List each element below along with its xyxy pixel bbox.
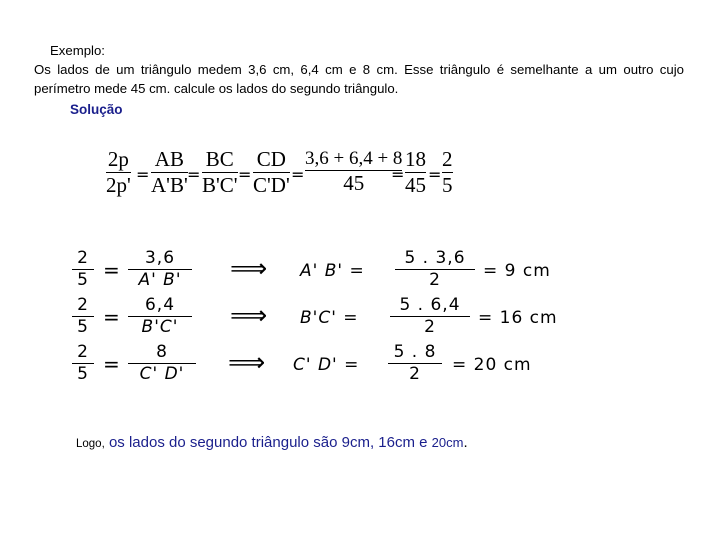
result-label-ab: A' B' =	[300, 261, 365, 281]
fraction-numerator: 5 . 8	[393, 342, 437, 362]
result-cd: = 20 cm	[452, 355, 532, 375]
fraction-numerator: 2p	[107, 147, 129, 171]
fraction-perimeter	[106, 149, 131, 196]
fraction-denominator: 2	[409, 364, 421, 384]
fraction-numerator: 5 . 3,6	[404, 248, 466, 268]
result-ab: = 9 cm	[483, 261, 551, 281]
fraction-numerator: 2	[77, 248, 89, 268]
side-fraction-cd	[128, 344, 196, 383]
implies-arrow: ⟹	[230, 254, 269, 284]
fraction-denominator: C'D'	[253, 173, 290, 197]
calc-fraction-bc	[390, 297, 470, 336]
fraction-denominator: 2	[424, 317, 436, 337]
fraction-cd	[253, 149, 290, 196]
equals-sign: =	[238, 165, 252, 184]
fraction-denominator: A'B'	[151, 173, 188, 197]
conclusion	[76, 434, 468, 451]
ratio-fraction	[72, 344, 94, 383]
conclusion-lead: Logo,	[76, 438, 105, 450]
fraction-2-5	[442, 149, 453, 196]
equals-sign: =	[103, 305, 121, 329]
fraction-denominator: 5	[77, 364, 89, 384]
fraction-numerator: 2	[77, 295, 89, 315]
calc-fraction-ab	[395, 250, 475, 289]
implies-arrow: ⟹	[228, 348, 267, 378]
fraction-numerator: 8	[156, 342, 168, 362]
fraction-denominator: 45	[405, 173, 426, 197]
solution-label: Solução	[70, 102, 123, 117]
conclusion-period: .	[463, 434, 468, 451]
problem-statement	[34, 41, 684, 98]
fraction-numerator: 2	[77, 342, 89, 362]
fraction-denominator: B'C'	[202, 173, 238, 197]
fraction-denominator: C' D'	[139, 364, 185, 384]
ratio-fraction	[72, 297, 94, 336]
ratio-fraction	[72, 250, 94, 289]
fraction-ab	[151, 149, 188, 196]
fraction-numerator: AB	[154, 147, 184, 171]
example-heading: Exemplo:	[50, 43, 105, 58]
equals-sign: =	[428, 165, 442, 184]
fraction-numerator: 2	[442, 147, 453, 171]
fraction-bc	[202, 149, 238, 196]
equals-sign: =	[391, 165, 405, 184]
fraction-numerator: 18	[405, 147, 426, 171]
result-label-cd: C' D' =	[293, 355, 360, 375]
side-fraction-bc	[128, 297, 192, 336]
side-fraction-ab	[128, 250, 192, 289]
fraction-denominator: 5	[77, 270, 89, 290]
equals-sign: =	[103, 352, 121, 376]
fraction-denominator: A' B'	[138, 270, 182, 290]
fraction-denominator: 5	[77, 317, 89, 337]
calc-fraction-cd	[388, 344, 442, 383]
fraction-denominator: 5	[442, 173, 453, 197]
fraction-numerator: 6,4	[144, 295, 176, 315]
fraction-denominator: 2p'	[106, 173, 131, 197]
problem-text: Os lados de um triângulo medem 3,6 cm, 6,4 cm e 8 cm. Esse triângulo é semelhante a um outro cujo perímetro mede 45 cm. calcule os lados do segundo triângulo.	[34, 62, 684, 96]
conclusion-text: os lados do segundo triângulo são 9cm, 16cm e	[104, 434, 432, 451]
fraction-sum	[305, 148, 405, 195]
fraction-denominator: 45	[343, 171, 365, 195]
equals-sign: =	[187, 165, 201, 184]
equals-sign: =	[136, 165, 150, 184]
fraction-numerator: 3,6 + 6,4 + 8	[305, 148, 403, 169]
result-label-bc: B'C' =	[300, 308, 359, 328]
equals-sign: =	[291, 165, 305, 184]
fraction-denominator: B'C'	[141, 317, 179, 337]
equals-sign: =	[103, 258, 121, 282]
fraction-numerator: BC	[205, 147, 234, 171]
implies-arrow: ⟹	[230, 301, 269, 331]
fraction-numerator: 5 . 6,4	[399, 295, 461, 315]
fraction-18-45	[405, 149, 426, 196]
conclusion-last-value: 20cm	[431, 435, 464, 450]
result-bc: = 16 cm	[478, 308, 558, 328]
fraction-numerator: 3,6	[144, 248, 176, 268]
fraction-numerator: CD	[256, 147, 286, 171]
fraction-denominator: 2	[429, 270, 441, 290]
